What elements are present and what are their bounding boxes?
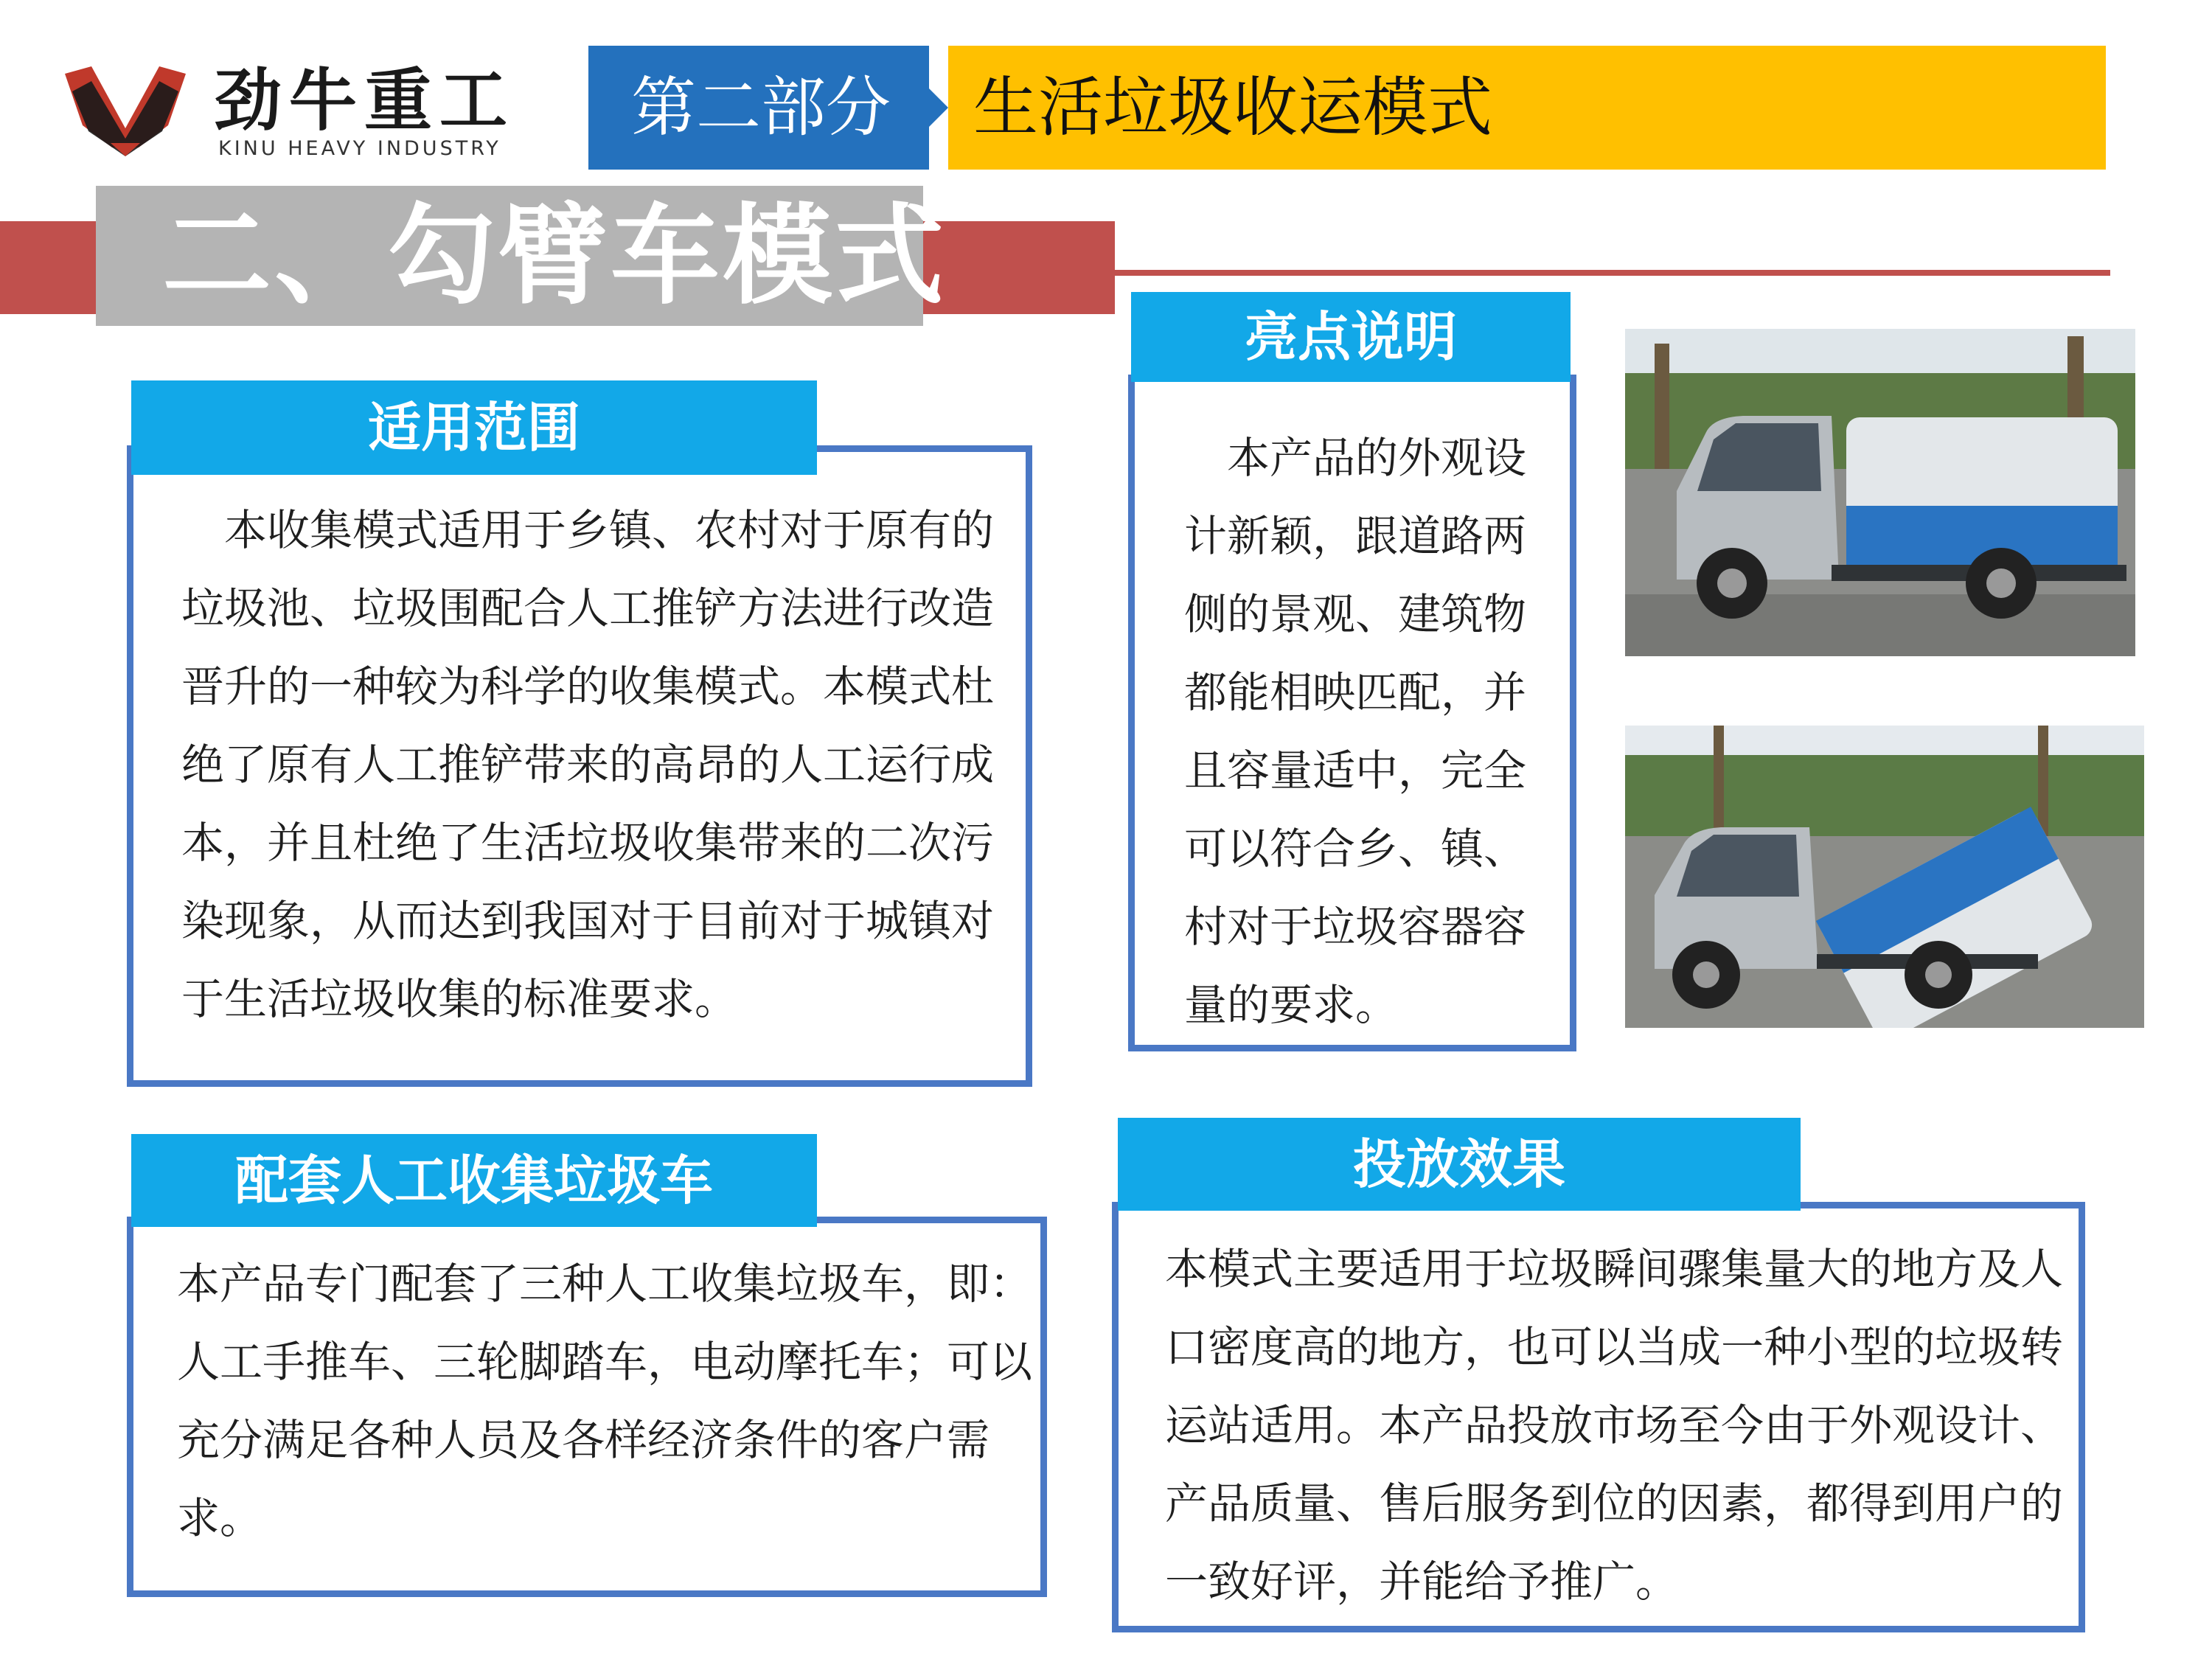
company-name: 劲牛重工 [214, 61, 515, 140]
header-title: 生活垃圾收运模式 [973, 69, 1493, 145]
effect-text: 本模式主要适用于垃圾瞬间骤集量大的地方及人口密度高的地方，也可以当成一种小型的垃圾转运站适用。本产品投放市场至今由于外观设计、产品质量、售后服务到位的因素，都得到用户的一致好评，并能给予推广。 [1165, 1244, 2064, 1607]
scope-heading: 适用范围 [131, 380, 817, 475]
scope-text: 本收集模式适用于乡镇、农村对于原有的垃圾池、垃圾围配合人工推铲方法进行改造晋升的一种较为科学的收集模式。本模式杜绝了原有人工推铲带来的高昂的人工运行成本，并且杜绝了生活垃圾收集带来的二次污染现象，从而达到我国对于目前对于城镇对于生活垃圾收集的标准要求。 [181, 505, 995, 1024]
header-arrow [928, 87, 948, 128]
highlights-heading: 亮点说明 [1131, 292, 1571, 382]
truck-photo-side [1625, 329, 2135, 656]
part-label: 第二部分 [631, 69, 891, 145]
kinu-logo-icon [59, 60, 192, 164]
company-subtitle: KINU HEAVY INDUSTRY [218, 137, 501, 160]
section-title: 二、勾臂车模式 [162, 192, 947, 319]
carts-text: 本产品专门配套了三种人工收集垃圾车，即：人工手推车、三轮脚踏车，电动摩托车；可以充分满足各种人员及各样经济条件的客户需求。 [177, 1259, 1033, 1543]
effect-heading: 投放效果 [1118, 1118, 1801, 1211]
section-title-box [96, 186, 947, 326]
section-rule [1115, 270, 2110, 276]
header-title-box [948, 46, 2106, 170]
carts-heading: 配套人工收集垃圾车 [131, 1134, 817, 1227]
truck-photo-dumping [1625, 726, 2144, 1028]
highlights-text: 本产品的外观设计新颖，跟道路两侧的景观、建筑物都能相映匹配，并且容量适中，完全可以符合乡、镇、村对于垃圾容器容量的要求。 [1184, 433, 1527, 1030]
part-label-box [588, 46, 929, 170]
